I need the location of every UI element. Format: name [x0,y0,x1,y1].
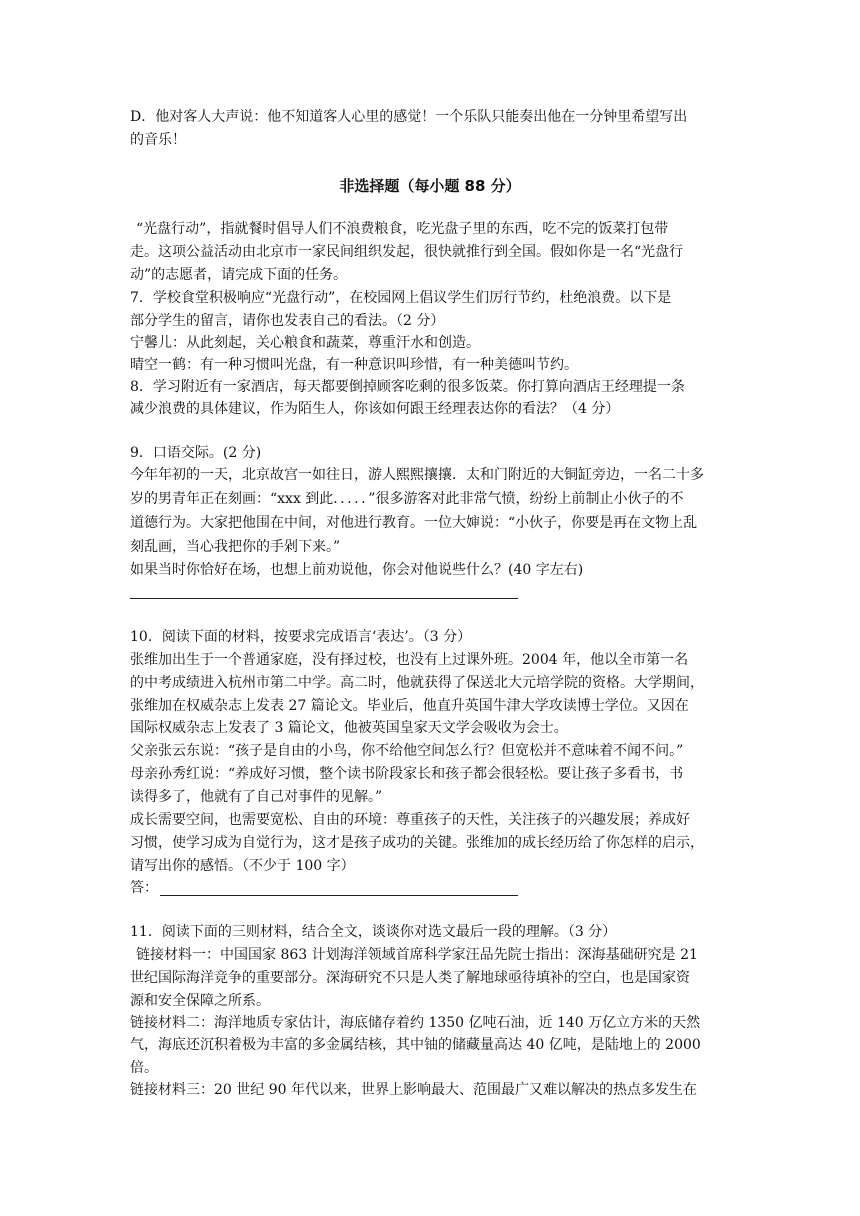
q9-answer-line[interactable] [130,598,518,599]
q10-answer-line[interactable] [160,895,518,896]
q9-line-6: 如果当时你恰好在场，也想上前劝说他，你会对他说些什么？(40 字左右) [130,562,584,578]
q10-line-2: 张维加出生于一个普通家庭，没有择过校，也没有上过课外班。2004 年，他以全市第一名 [130,652,689,668]
q11-line-7: 倍。 [130,1060,158,1076]
intro-line-1: “光盘行动”，指就餐时倡导人们不浪费粮食，吃光盘子里的东西，吃不完的饭菜打包带 [136,221,669,237]
option-d-line-2: 的音乐！ [130,132,186,148]
q9-line-4: 道德行为。大家把他围在中间，对他进行教育。一位大婶说：“小伙子，你要是再在文物上乱 [130,515,698,531]
q10-line-11: 请写出你的感悟。（不少于 100 字） [130,858,355,874]
q11-line-6: 气，海底还沉积着极为丰富的多金属结核，其中铀的储藏量高达 40 亿吨，是陆地上的 2000 [130,1037,701,1053]
q11-line-2: 链接材料一：中国国家 863 计划海洋领域首席科学家汪品先院士指出：深海基础研究是 21 [136,947,698,963]
q11-line-1: 11．阅读下面的三则材料，结合全文，谈谈你对选文最后一段的理解。（3 分） [130,924,617,940]
intro-line-3: 动”的志愿者，请完成下面的任务。 [130,267,348,283]
q7-line-1: 7．学校食堂积极响应“光盘行动”，在校园网上倡议学生们厉行节约，杜绝浪费。以下是 [130,290,672,306]
q10-line-8: 读得多了，他就有了自己对事件的见解。” [130,789,383,805]
q9-line-5: 刻乱画，当心我把你的手剁下来。” [130,539,341,555]
q8-line-1: 8．学习附近有一家酒店，每天都要倒掉顾客吃剩的很多饭菜。你打算向酒店王经理提一条 [130,379,685,395]
q9-line-1: 9．口语交际。(2 分) [130,445,262,461]
q11-line-8: 链接材料三：20 世纪 90 年代以来，世界上影响最大、范围最广又难以解决的热点多发生在 [130,1082,697,1098]
q10-line-6: 父亲张云东说：“孩子是自由的小鸟，你不给他空间怎么行？但宽松并不意味着不闻不问。” [130,743,684,759]
q10-line-9: 成长需要空间，也需要宽松、自由的环境：尊重孩子的天性，关注孩子的兴趣发展；养成好 [130,812,690,828]
q7-line-3: 宁馨儿：从此刻起，关心粮食和蔬菜，尊重汗水和创造。 [130,335,480,351]
option-d-line-1: D．他对客人大声说：他不知道客人心里的感觉！一个乐队只能奏出他在一分钟里希望写出 [130,109,688,125]
section-title: 非选择题（每小题 88 分） [339,177,521,195]
intro-line-2: 走。这项公益活动由北京市一家民间组织发起，很快就推行到全国。假如你是一名“光盘行 [130,244,684,260]
q10-line-7: 母亲孙秀红说：“养成好习惯，整个读书阶段家长和孩子都会很轻松。要让孩子多看书，书 [130,766,684,782]
q10-answer-label: 答： [130,880,158,896]
q7-line-2: 部分学生的留言，请你也发表自己的看法。（2 分） [130,313,445,329]
q11-line-4: 源和安全保障之所系。 [130,993,270,1009]
q9-line-2: 今年年初的一天，北京故宫一如往日，游人熙熙攘攘．太和门附近的大铜缸旁边，一名二十多 [130,467,704,483]
q11-line-3: 世纪国际海洋竞争的重要部分。深海研究不只是人类了解地球亟待填补的空白，也是国家资 [130,970,690,986]
q11-line-5: 链接材料二：海洋地质专家估计，海底储存着约 1350 亿吨石油，近 140 万亿立方米的天然 [130,1015,701,1031]
q8-line-2: 减少浪费的具体建议，作为陌生人，你该如何跟王经理表达你的看法？（4 分） [130,401,620,417]
q10-line-10: 习惯，使学习成为自觉行为，这才是孩子成功的关键。张维加的成长经历给了你怎样的启示， [130,835,704,851]
q10-line-1: 10．阅读下面的材料，按要求完成语言‘表达’。（3 分） [130,629,472,645]
q9-line-3: 岁的男青年正在刻画：“xxx 到此．．．．．”很多游客对此非常气愤，纷纷上前制止小伙子的不 [130,491,684,507]
q10-line-5: 国际权威杂志上发表了 3 篇论文，他被英国皇家天文学会吸收为会士。 [130,720,568,736]
q7-line-4: 晴空一鹤：有一种习惯叫光盘，有一种意识叫珍惜，有一种美德叫节约。 [130,357,578,373]
q10-line-3: 的中考成绩进入杭州市第二中学。高二时，他就获得了保送北大元培学院的资格。大学期间， [130,675,704,691]
q10-line-4: 张维加在权威杂志上发表 27 篇论文。毕业后，他直升英国牛津大学攻读博士学位。又因在 [130,698,689,714]
